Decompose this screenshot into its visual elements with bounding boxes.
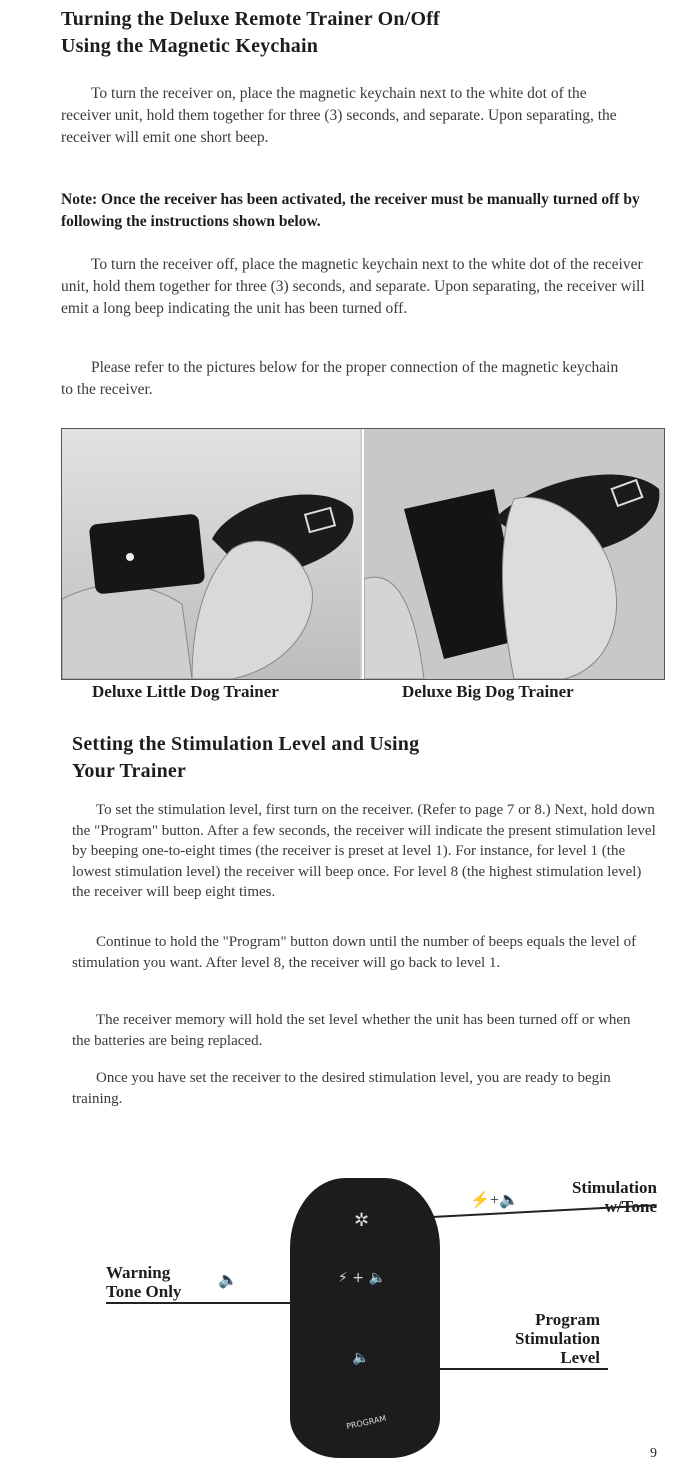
- label-program-level: Program Stimulation Level: [514, 1310, 600, 1367]
- program-button-label: PROGRAM: [345, 1413, 387, 1432]
- speaker-icon: 🔈: [352, 1350, 370, 1366]
- speaker-icon: 🔈: [368, 1270, 386, 1286]
- paragraph-turn-off: To turn the receiver off, place the magnetic keychain next to the white dot of the receiver unit, hold them together for three (3) seconds, and separate. Upon separating, the receiver will emit a long beep indicating the unit has been turned off.: [61, 256, 645, 317]
- paragraph-ready: Once you have set the receiver to the desired stimulation level, you are ready to begin training.: [72, 1070, 611, 1107]
- title-line-1: Setting the Stimulation Level and Using: [72, 733, 420, 755]
- section-title-stimulation: [72, 731, 419, 785]
- paragraph-set-level: To set the stimulation level, first turn on the receiver. (Refer to page 7 or 8.) Next, hold down the "Program" button. After a few seconds, the receiver will indicate the present stimulation level by beeping one-to-eight times (the receiver is preset at level 1). For instance, for level 1 (the lowest stimulation level) the receiver will beep once. For level 8 (the highest stimulation level) the receiver will beep eight times.: [72, 802, 656, 901]
- lightning-icon: ⚡: [338, 1270, 348, 1286]
- stim-tone-symbol: ⚡+🔈: [470, 1190, 519, 1209]
- label-stimulation-tone: Stimulation w/Tone: [571, 1178, 657, 1216]
- note-manual-off: Note: Once the receiver has been activated, the receiver must be manually turned off by following the instructions shown below.: [61, 191, 640, 230]
- photo-little-dog-illustration: [62, 429, 360, 679]
- paragraph-hold-program: Continue to hold the "Program" button down until the number of beeps equals the level of stimulation you want. After level 8, the receiver will go back to level 1.: [72, 934, 637, 971]
- title-line-2: Your Trainer: [72, 760, 187, 782]
- caption-big-dog: Deluxe Big Dog Trainer: [402, 682, 574, 701]
- photo-big-dog-trainer: [362, 429, 664, 679]
- title-line-2: Using the Magnetic Keychain: [61, 35, 319, 57]
- stim-tone-button: ⚡ + 🔈: [338, 1270, 386, 1286]
- photo-row: [61, 428, 665, 680]
- page-number: 9: [650, 1446, 657, 1461]
- paragraph-refer-pictures: Please refer to the pictures below for the proper connection of the magnetic keychain to the receiver.: [61, 359, 619, 398]
- photo-big-dog-illustration: [364, 429, 664, 679]
- paragraph-memory: The receiver memory will hold the set level whether the unit has been turned off or when the batteries are being replaced.: [72, 1012, 631, 1049]
- label-warning-tone: Warning Tone Only: [106, 1263, 182, 1301]
- caption-little-dog: Deluxe Little Dog Trainer: [92, 682, 279, 701]
- section-title-on-off: [61, 6, 440, 60]
- transmitter-remote: [290, 1178, 440, 1458]
- title-line-1: Turning the Deluxe Remote Trainer On/Off: [61, 8, 440, 30]
- lightning-icon: ⚡: [470, 1192, 490, 1209]
- photo-little-dog-trainer: [62, 429, 362, 679]
- tone-button: [352, 1350, 369, 1366]
- speaker-icon: 🔈: [498, 1190, 519, 1209]
- paragraph-turn-on: To turn the receiver on, place the magnetic keychain next to the white dot of the receiver unit, hold them together for three (3) seconds, and separate. Upon separating, the receiver will emit one short beep.: [61, 85, 617, 146]
- led-icon: ✲: [354, 1210, 370, 1231]
- leader-line-program: [440, 1368, 608, 1370]
- leader-line-warning: [106, 1302, 294, 1304]
- speaker-icon: 🔈: [218, 1270, 238, 1289]
